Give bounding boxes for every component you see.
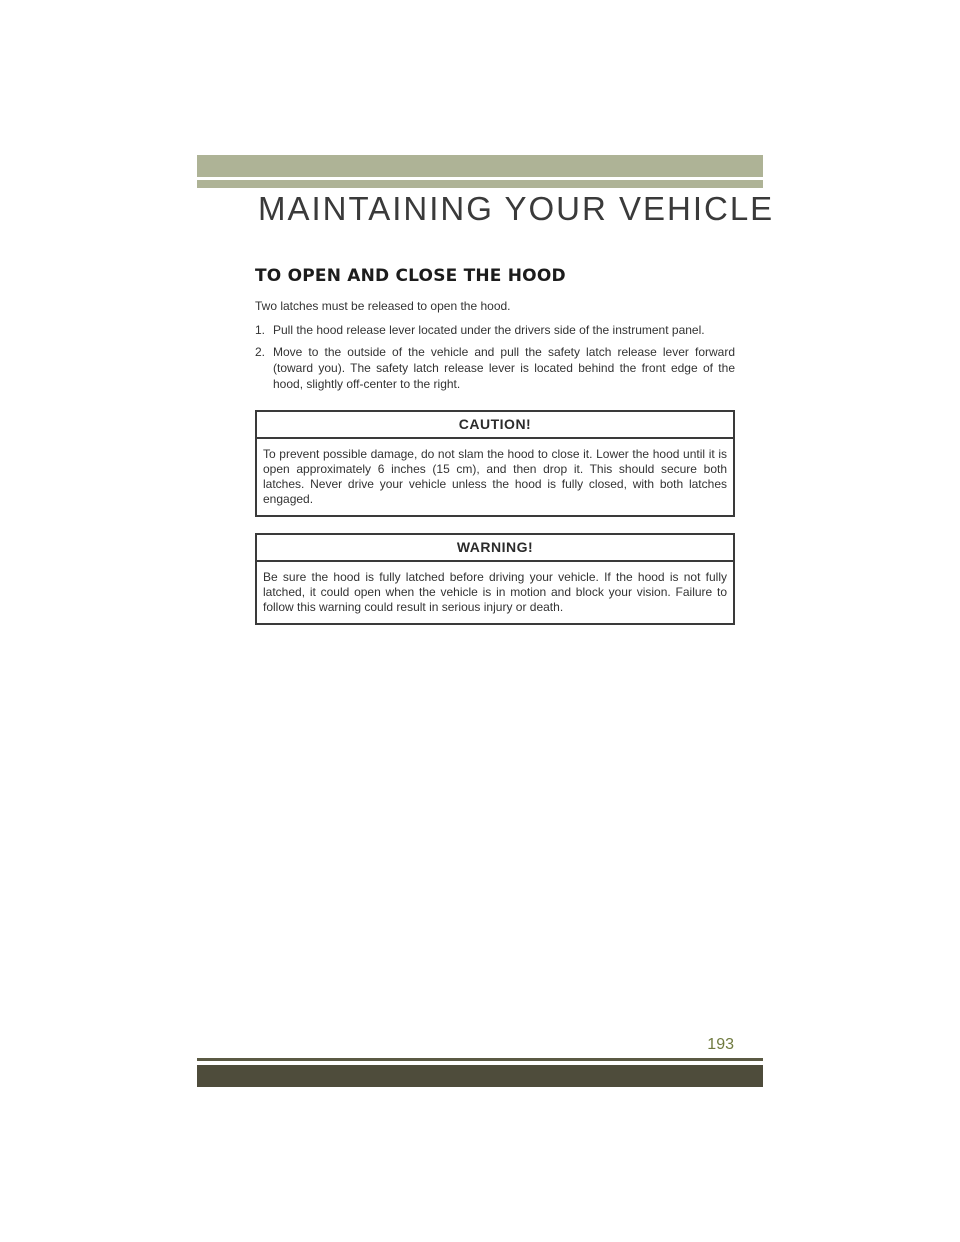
header-rule <box>197 180 763 188</box>
page-content <box>255 266 735 625</box>
caution-box <box>255 410 735 517</box>
section-title: MAINTAINING YOUR VEHICLE <box>258 190 775 227</box>
steps-list <box>255 322 735 392</box>
warning-body: Be sure the hood is fully latched before driving your vehicle. If the hood is not fully latched, it could open when the vehicle is in motion and block your vision. Failure to follow this warning could result in serious injury or death. <box>263 570 727 614</box>
list-item <box>255 322 735 338</box>
step-number: 2. <box>255 345 266 359</box>
caution-title: CAUTION! <box>257 412 733 439</box>
step-number: 1. <box>255 323 266 337</box>
footer-rule <box>197 1058 763 1061</box>
header-band <box>197 155 763 177</box>
intro-text: Two latches must be released to open the hood. <box>255 299 511 313</box>
page-number: 193 <box>707 1036 734 1053</box>
step-text: Pull the hood release lever located under the drivers side of the instrument panel. <box>273 323 705 337</box>
step-text: Move to the outside of the vehicle and pull the safety latch release lever forward (toward you). The safety latch release lever is located behind the front edge of the hood, slightly off-center to the right. <box>273 345 735 391</box>
list-item <box>255 344 735 392</box>
footer-band <box>197 1065 763 1087</box>
warning-box <box>255 533 735 625</box>
page-heading: TO OPEN AND CLOSE THE HOOD <box>255 266 566 286</box>
caution-body: To prevent possible damage, do not slam the hood to close it. Lower the hood until it is open approximately 6 inches (15 cm), and then drop it. This should secure both latches. Never drive your vehicle unless the hood is fully closed, with both latches engaged. <box>263 447 727 506</box>
warning-title: WARNING! <box>257 535 733 562</box>
